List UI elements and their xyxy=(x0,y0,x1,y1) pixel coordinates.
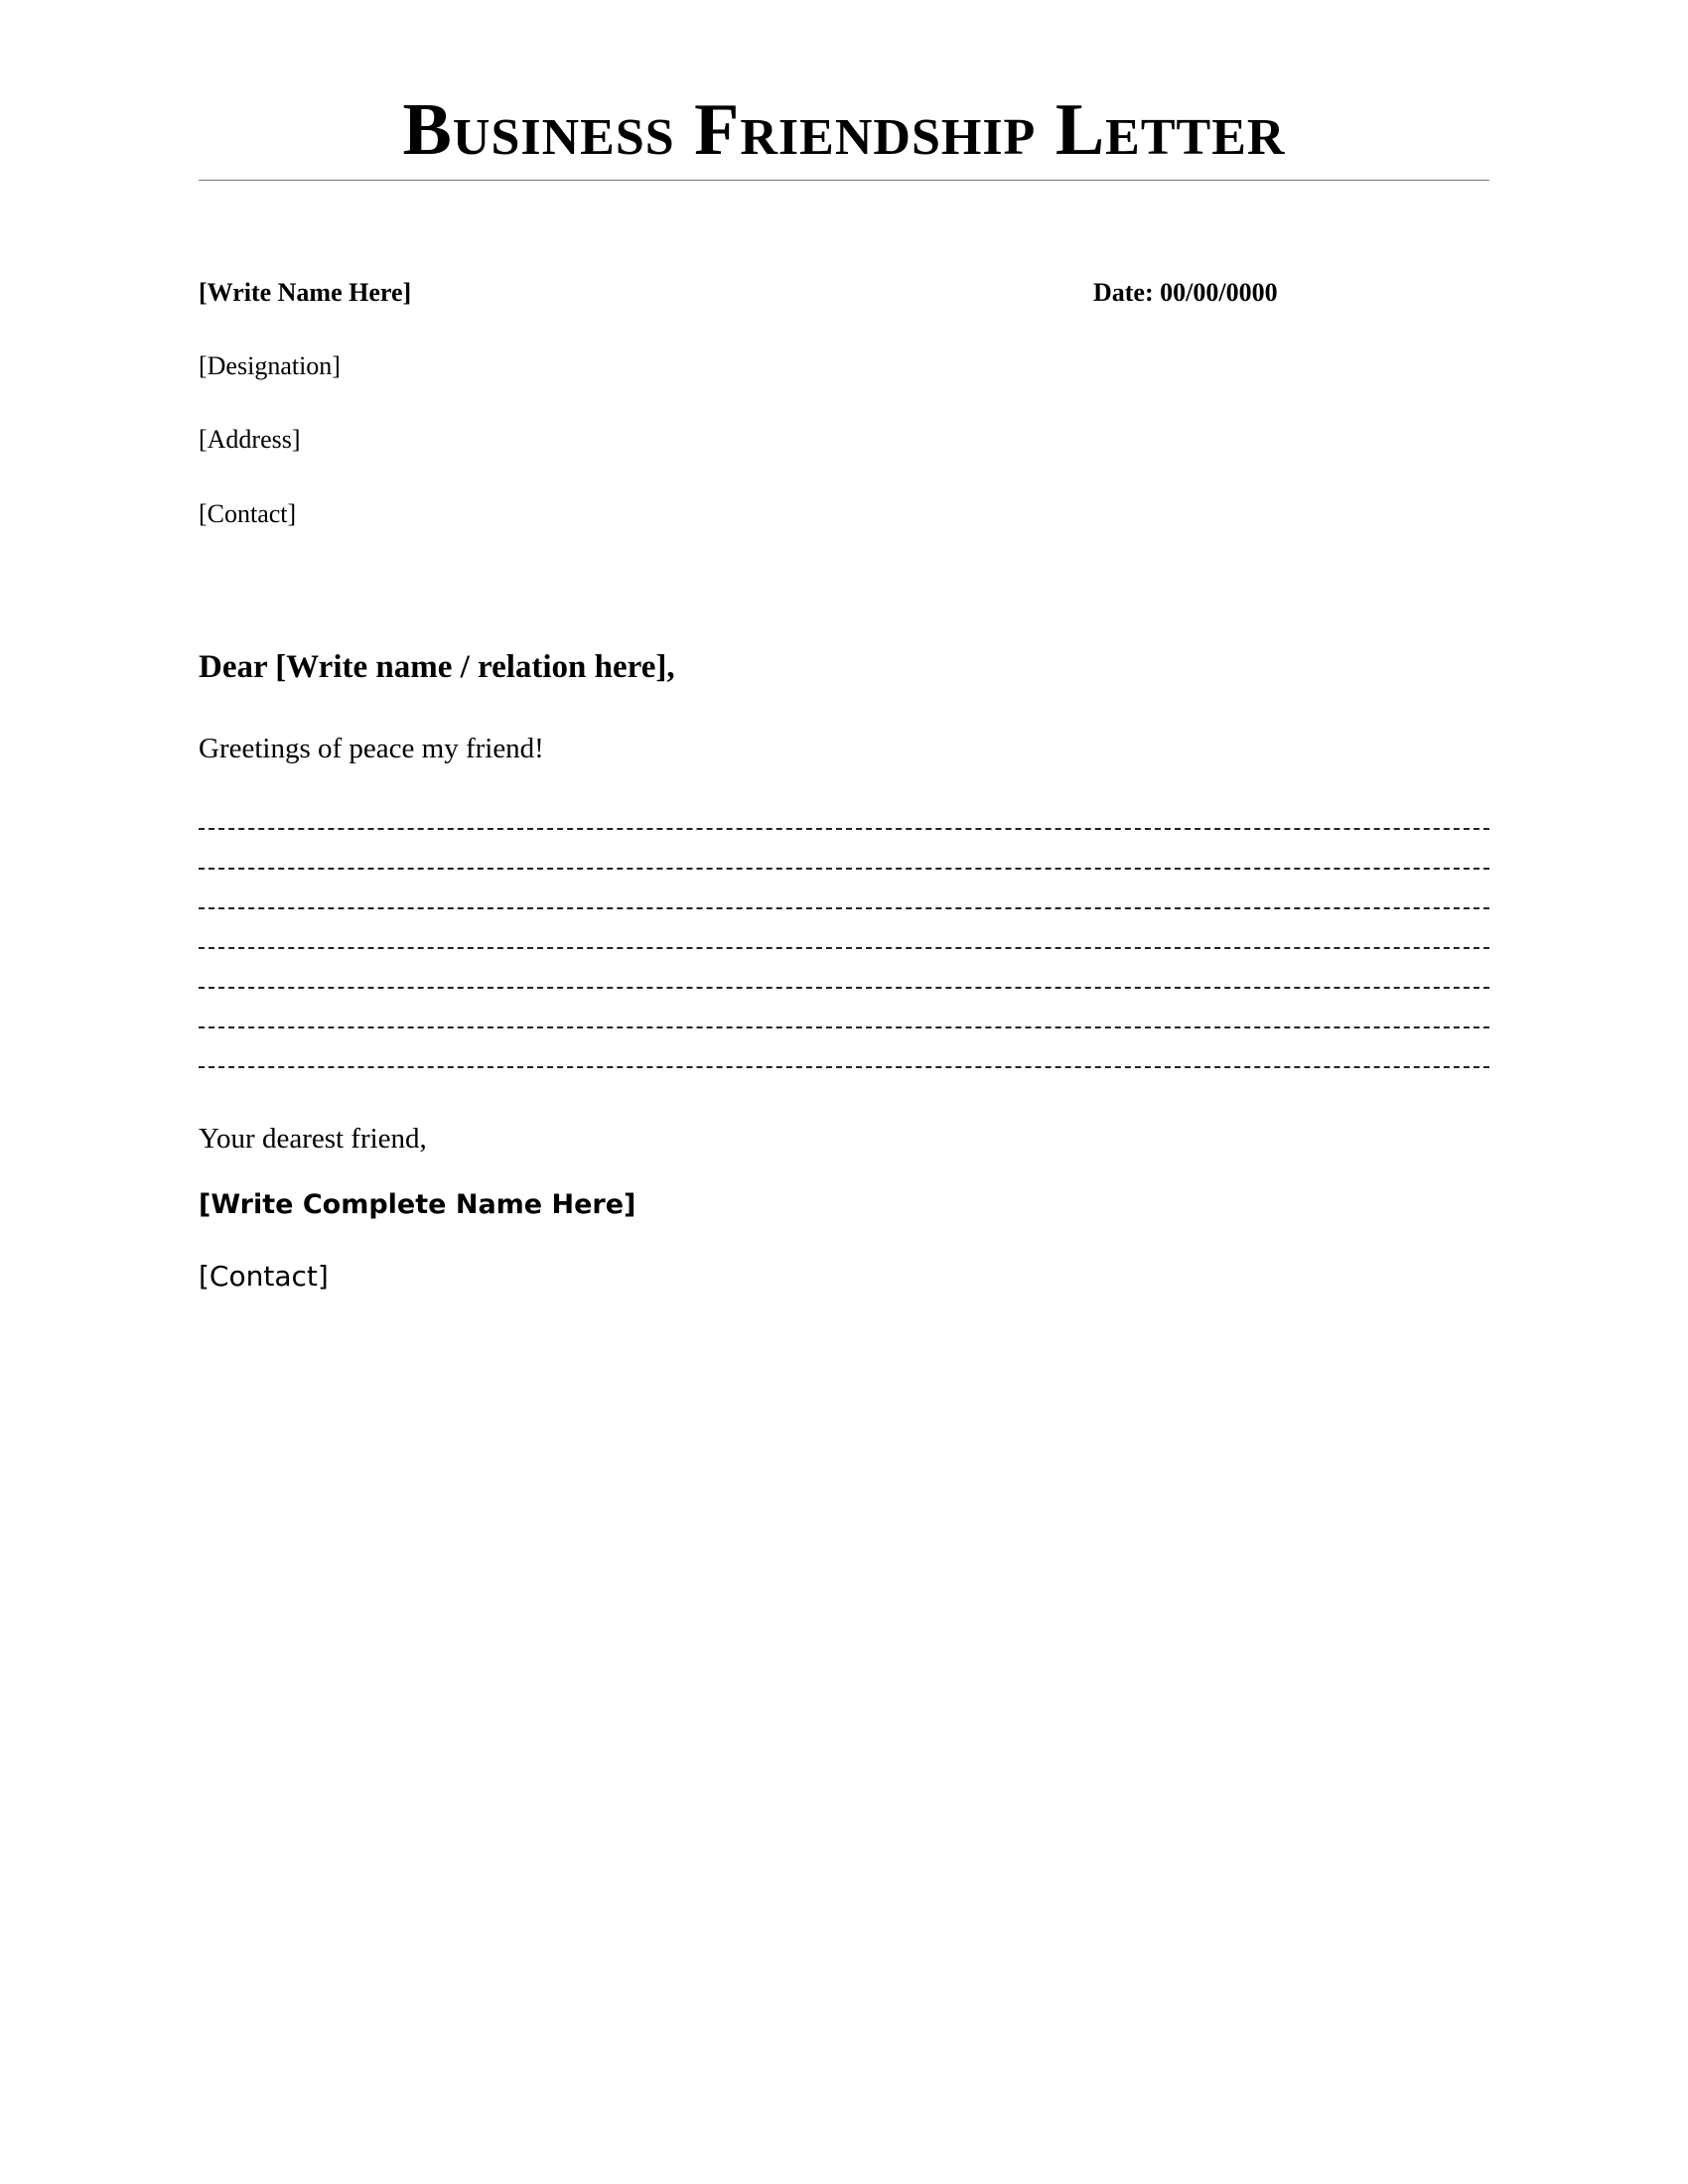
signature-contact: [Contact] xyxy=(199,1260,329,1293)
letter-body-blank-lines xyxy=(199,816,1489,1094)
greeting-line: Greetings of peace my friend! xyxy=(199,733,544,764)
salutation: Dear [Write name / relation here], xyxy=(199,649,675,685)
letter-date: Date: 00/00/0000 xyxy=(1093,278,1278,307)
blank-writing-line xyxy=(199,856,1489,895)
sender-contact: [Contact] xyxy=(199,499,297,528)
page-title: Business Friendship Letter xyxy=(402,89,1286,171)
blank-writing-line xyxy=(199,895,1489,935)
sender-designation: [Designation] xyxy=(199,351,341,380)
sender-address: [Address] xyxy=(199,425,301,454)
blank-writing-line xyxy=(199,816,1489,856)
signature-name: [Write Complete Name Here] xyxy=(199,1189,636,1220)
title-divider xyxy=(199,180,1489,181)
sender-name: [Write Name Here] xyxy=(199,278,412,307)
blank-writing-line xyxy=(199,935,1489,975)
blank-writing-line xyxy=(199,975,1489,1015)
blank-writing-line xyxy=(199,1015,1489,1054)
closing-line: Your dearest friend, xyxy=(199,1123,427,1155)
blank-writing-line xyxy=(199,1054,1489,1094)
